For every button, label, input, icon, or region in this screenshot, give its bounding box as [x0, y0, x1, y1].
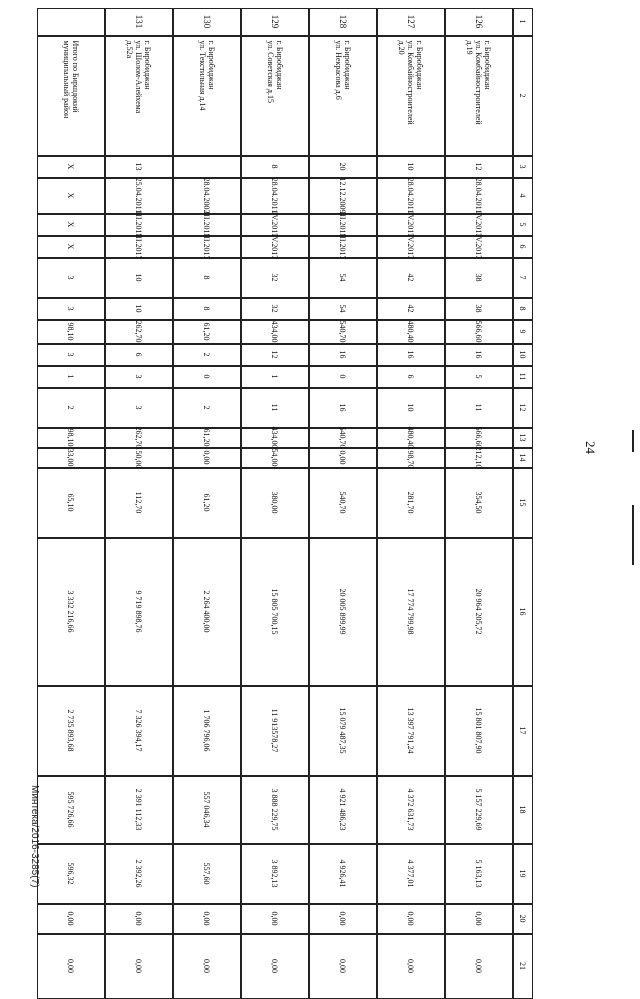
column-number: 5 — [513, 214, 533, 236]
value-cell: 16 — [377, 344, 445, 366]
value-cell: 212,10 — [445, 448, 513, 468]
value-cell: 28.04.2011 — [241, 178, 309, 214]
address-line: г. Биробиджан — [483, 40, 493, 90]
table-grid — [37, 8, 533, 999]
address-line: д.19 — [465, 40, 475, 55]
value-cell: 540,70 — [309, 428, 377, 448]
value-cell: 0,00 — [309, 904, 377, 934]
value-cell: 540,70 — [309, 320, 377, 344]
value-cell: 0 — [309, 366, 377, 388]
address-cell — [37, 36, 105, 156]
value-cell: 281,70 — [377, 468, 445, 538]
row-number: 126 — [445, 8, 513, 36]
column-number: 6 — [513, 236, 533, 258]
column-number: 1 — [513, 8, 533, 36]
value-cell: 3 892,13 — [241, 844, 309, 904]
value-cell: 4 926,41 — [309, 844, 377, 904]
value-cell: 0,00 — [37, 904, 105, 934]
value-cell — [173, 156, 241, 178]
value-cell: 8 — [241, 156, 309, 178]
value-cell: 557 046,34 — [173, 776, 241, 844]
value-cell: 480,40 — [377, 428, 445, 448]
value-cell: 198,70 — [377, 448, 445, 468]
row-number: 130 — [173, 8, 241, 36]
value-cell: 54 — [309, 258, 377, 298]
value-cell: 10 — [377, 388, 445, 428]
value-cell: 2 — [173, 388, 241, 428]
value-cell: 0,00 — [173, 934, 241, 999]
value-cell: 13 397 791,24 — [377, 686, 445, 776]
value-cell: 4 377,01 — [377, 844, 445, 904]
value-cell: X — [37, 178, 105, 214]
value-cell: 10 — [105, 258, 173, 298]
row-number: 127 — [377, 8, 445, 36]
column-number: 4 — [513, 178, 533, 214]
value-cell: 42 — [377, 298, 445, 320]
value-cell: 25.04.2011 — [105, 178, 173, 214]
value-cell: IV.2017 — [241, 236, 309, 258]
address-cell — [445, 36, 513, 156]
value-cell: 32 — [241, 258, 309, 298]
address-line: ул. Комбайностроителей — [406, 40, 416, 125]
page-number: 24 — [583, 441, 598, 454]
value-cell: 2 — [37, 388, 105, 428]
value-cell: 20 005 899,99 — [309, 538, 377, 686]
value-cell: 98,10 — [37, 320, 105, 344]
value-cell: III.2017 — [105, 214, 173, 236]
address-cell — [241, 36, 309, 156]
value-cell: 61,20 — [173, 428, 241, 448]
column-number: 2 — [513, 36, 533, 156]
value-cell: 0,00 — [445, 934, 513, 999]
column-number: 12 — [513, 388, 533, 428]
value-cell: III.2017 — [173, 214, 241, 236]
value-cell: 11 — [241, 388, 309, 428]
value-cell: 5 — [445, 366, 513, 388]
column-number: 11 — [513, 366, 533, 388]
address-line: ул. Комбайностроителей — [474, 40, 484, 125]
scan-edge-mark — [632, 505, 634, 565]
value-cell: 16 — [445, 344, 513, 366]
column-number: 7 — [513, 258, 533, 298]
row-number: 128 — [309, 8, 377, 36]
value-cell: 10 — [377, 156, 445, 178]
address-cell — [377, 36, 445, 156]
value-cell: 54 — [309, 298, 377, 320]
value-cell: 4 921 486,23 — [309, 776, 377, 844]
value-cell: 0,00 — [309, 448, 377, 468]
column-number: 16 — [513, 538, 533, 686]
value-cell: 0 — [173, 366, 241, 388]
column-number: 10 — [513, 344, 533, 366]
value-cell: 12 — [241, 344, 309, 366]
value-cell: 6 — [105, 344, 173, 366]
value-cell: 5 157 229,69 — [445, 776, 513, 844]
value-cell: 61,20 — [173, 468, 241, 538]
value-cell: 20 964 205,72 — [445, 538, 513, 686]
value-cell: 0,00 — [173, 448, 241, 468]
value-cell: 17 774 799,98 — [377, 538, 445, 686]
value-cell: 150,00 — [105, 448, 173, 468]
address-line: ул. Советская д.15 — [266, 40, 275, 103]
value-cell: 38 — [445, 298, 513, 320]
value-cell: 28.04.2011 — [445, 178, 513, 214]
address-line: ул. Некрасова д.6 — [334, 40, 343, 100]
value-cell: 3 — [37, 298, 105, 320]
value-cell: 0,00 — [377, 934, 445, 999]
value-cell: 434,00 — [241, 320, 309, 344]
value-cell: 33,00 — [37, 448, 105, 468]
address-line: ул. Шолом-Алейхема — [134, 40, 144, 114]
row-number: 129 — [241, 8, 309, 36]
value-cell: 0,00 — [309, 934, 377, 999]
value-cell: 0,00 — [105, 904, 173, 934]
value-cell: 3 — [37, 344, 105, 366]
value-cell: 0,00 — [377, 904, 445, 934]
column-number: 14 — [513, 448, 533, 468]
value-cell: 32 — [241, 298, 309, 320]
address-cell — [309, 36, 377, 156]
value-cell: 42 — [377, 258, 445, 298]
value-cell: 3 — [105, 366, 173, 388]
value-cell: 0,00 — [173, 904, 241, 934]
value-cell: 11 — [445, 388, 513, 428]
value-cell: 65,10 — [37, 468, 105, 538]
column-number: 21 — [513, 934, 533, 999]
value-cell: 2 — [173, 344, 241, 366]
value-cell: 61,20 — [173, 320, 241, 344]
value-cell: IV.2017 — [377, 236, 445, 258]
value-cell: 262,70 — [105, 428, 173, 448]
address-line: д.52а — [125, 40, 135, 59]
value-cell: III.2017 — [309, 214, 377, 236]
column-number: 3 — [513, 156, 533, 178]
value-cell: 0,00 — [445, 904, 513, 934]
column-number: 8 — [513, 298, 533, 320]
value-cell: 4 372 631,73 — [377, 776, 445, 844]
value-cell: 480,40 — [377, 320, 445, 344]
value-cell: 0,00 — [105, 934, 173, 999]
value-cell: 1 706 796,06 — [173, 686, 241, 776]
row-number: 131 — [105, 8, 173, 36]
value-cell: 10 — [105, 298, 173, 320]
column-number: 15 — [513, 468, 533, 538]
address-line: г. Биробиджан — [343, 40, 352, 90]
column-number: 19 — [513, 844, 533, 904]
address-line: г. Биробиджан — [207, 40, 216, 90]
value-cell: 28.04.2011 — [377, 178, 445, 214]
value-cell: 54,00 — [241, 448, 309, 468]
value-cell: 6 — [377, 366, 445, 388]
value-cell: 3 — [37, 258, 105, 298]
value-cell: 9 719 898,76 — [105, 538, 173, 686]
value-cell: III.2017 — [105, 236, 173, 258]
value-cell: 28.04.2002 — [173, 178, 241, 214]
column-number: 13 — [513, 428, 533, 448]
address-line: муниципальный район — [62, 40, 71, 119]
value-cell: 11 913578,27 — [241, 686, 309, 776]
column-number: 20 — [513, 904, 533, 934]
value-cell: 12 — [445, 156, 513, 178]
value-cell: 8 — [173, 298, 241, 320]
value-cell: 8 — [173, 258, 241, 298]
address-line: Итого по Биршдокий — [71, 40, 80, 113]
value-cell: 0,00 — [241, 904, 309, 934]
value-cell: 16 — [309, 388, 377, 428]
value-cell: 112,70 — [105, 468, 173, 538]
value-cell: III.2017 — [173, 236, 241, 258]
value-cell: 15 801 807,90 — [445, 686, 513, 776]
value-cell: 15 805 700,15 — [241, 538, 309, 686]
value-cell: 0,00 — [241, 934, 309, 999]
value-cell: 557,60 — [173, 844, 241, 904]
value-cell: 15 079 487,35 — [309, 686, 377, 776]
value-cell: 2 392,26 — [105, 844, 173, 904]
value-cell: 3 888 229,75 — [241, 776, 309, 844]
address-line: г. Биробиджан — [143, 40, 153, 90]
address-line: г. Биробиджан — [275, 40, 284, 90]
value-cell: 13 — [105, 156, 173, 178]
address-cell — [173, 36, 241, 156]
value-cell: 5 163,13 — [445, 844, 513, 904]
value-cell: 38 — [445, 258, 513, 298]
value-cell: 1 — [37, 366, 105, 388]
address-cell — [105, 36, 173, 156]
scan-edge-mark — [632, 430, 634, 452]
value-cell: 2 264 400,00 — [173, 538, 241, 686]
address-line: д.20 — [397, 40, 407, 55]
value-cell: 595 726,66 — [37, 776, 105, 844]
value-cell: 1 — [241, 366, 309, 388]
value-cell: 12.12.2009 — [309, 178, 377, 214]
value-cell: IV.2017 — [377, 214, 445, 236]
value-cell: 3 332 216,66 — [37, 538, 105, 686]
value-cell: IV.2017 — [445, 236, 513, 258]
value-cell: 98,10 — [37, 428, 105, 448]
value-cell: 596,32 — [37, 844, 105, 904]
value-cell: 20 — [309, 156, 377, 178]
value-cell: 380,00 — [241, 468, 309, 538]
value-cell: IV.2017 — [241, 214, 309, 236]
column-number: 18 — [513, 776, 533, 844]
value-cell: 0,00 — [37, 934, 105, 999]
value-cell: 7 326 394,17 — [105, 686, 173, 776]
value-cell: 540,70 — [309, 468, 377, 538]
value-cell: III.2017 — [309, 236, 377, 258]
value-cell: 2 735 893,68 — [37, 686, 105, 776]
value-cell: 2 391 112,33 — [105, 776, 173, 844]
value-cell: IV.2017 — [445, 214, 513, 236]
row-number — [37, 8, 105, 36]
value-cell: 566,60 — [445, 320, 513, 344]
column-number: 17 — [513, 686, 533, 776]
column-number: 9 — [513, 320, 533, 344]
value-cell: 3 — [105, 388, 173, 428]
value-cell: 354,50 — [445, 468, 513, 538]
value-cell: X — [37, 236, 105, 258]
address-line: ул. Текстильная д.14 — [198, 40, 207, 111]
value-cell: 262,70 — [105, 320, 173, 344]
value-cell: X — [37, 156, 105, 178]
value-cell: 16 — [309, 344, 377, 366]
value-cell: 434,00 — [241, 428, 309, 448]
address-line: г. Биробиджан — [415, 40, 425, 90]
value-cell: X — [37, 214, 105, 236]
value-cell: 566,60 — [445, 428, 513, 448]
document-code: Минтека/2016-3285(7) — [29, 785, 40, 888]
